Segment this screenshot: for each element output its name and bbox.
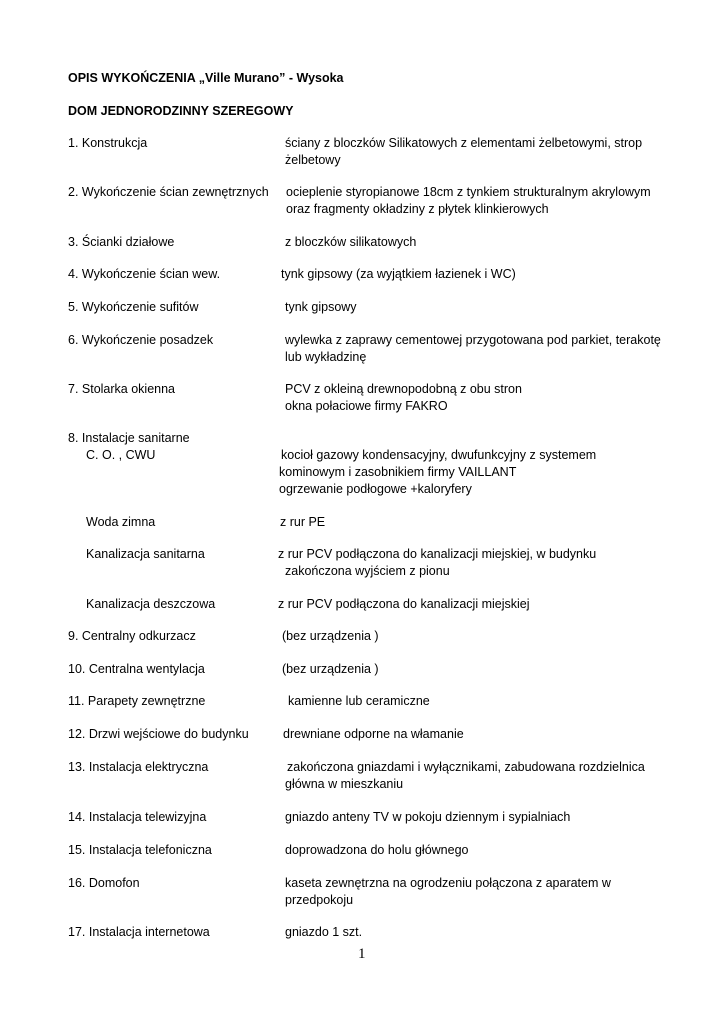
- spec-desc-line: kaseta zewnętrzna na ogrodzeniu połączona z aparatem w: [285, 876, 611, 890]
- spec-desc-line: kamienne lub ceramiczne: [288, 694, 430, 708]
- spec-label-sufity: 5. Wykończenie sufitów: [68, 300, 199, 314]
- spec-desc-line: tynk gipsowy (za wyjątkiem łazienek i WC): [281, 267, 516, 281]
- spec-desc-line: główna w mieszkaniu: [285, 777, 404, 791]
- spec-desc-line: kominowym i zasobnikiem firmy VAILLANT: [279, 465, 517, 479]
- spec-sublabel-woda-zimna: Woda zimna: [86, 515, 156, 529]
- spec-desc-line: lub wykładzinę: [285, 350, 367, 364]
- spec-sublabel-kanalizacja-deszczowa: Kanalizacja deszczowa: [86, 597, 216, 611]
- spec-sublabel-kanalizacja-sanitarna: Kanalizacja sanitarna: [86, 547, 205, 561]
- spec-label-parapety: 11. Parapety zewnętrzne: [68, 694, 206, 708]
- spec-desc-line: PCV z okleiną drewnopodobną z obu stron: [285, 382, 522, 396]
- spec-desc-line: zakończona wyjściem z pionu: [285, 564, 450, 578]
- spec-label-instalacja-internetowa: 17. Instalacja internetowa: [68, 925, 210, 939]
- spec-desc-line: z rur PE: [280, 515, 326, 529]
- spec-label-drzwi-wejsciowe: 12. Drzwi wejściowe do budynku: [68, 727, 249, 741]
- spec-label-sciany-wew: 4. Wykończenie ścian wew.: [68, 267, 221, 281]
- spec-desc-line: kocioł gazowy kondensacyjny, dwufunkcyjny z systemem: [281, 448, 597, 462]
- spec-label-instalacja-telewizyjna: 14. Instalacja telewizyjna: [68, 810, 207, 824]
- spec-desc-line: wylewka z zaprawy cementowej przygotowana pod parkiet, terakotę: [285, 333, 661, 347]
- spec-desc-line: (bez urządzenia ): [282, 629, 379, 643]
- spec-label-sciany-zewnetrzne: 2. Wykończenie ścian zewnętrznych: [68, 185, 269, 199]
- document-title: OPIS WYKOŃCZENIA „Ville Murano” - Wysoka: [68, 71, 344, 85]
- spec-desc-line: tynk gipsowy: [285, 300, 357, 314]
- spec-desc-line: ogrzewanie podłogowe +kaloryfery: [279, 482, 472, 496]
- spec-label-scianki-dzialowe: 3. Ścianki działowe: [68, 235, 175, 249]
- spec-desc-line: drewniane odporne na włamanie: [283, 727, 464, 741]
- spec-desc-line: ocieplenie styropianowe 18cm z tynkiem strukturalnym akrylowym: [286, 185, 651, 199]
- spec-desc-line: gniazdo 1 szt.: [285, 925, 363, 939]
- spec-desc-line: z bloczków silikatowych: [285, 235, 417, 249]
- spec-desc-line: żelbetowy: [285, 153, 341, 167]
- spec-label-instalacja-telefoniczna: 15. Instalacja telefoniczna: [68, 843, 212, 857]
- spec-label-instalacja-elektryczna: 13. Instalacja elektryczna: [68, 760, 209, 774]
- spec-label-konstrukcja: 1. Konstrukcja: [68, 136, 148, 150]
- spec-desc-line: (bez urządzenia ): [282, 662, 379, 676]
- spec-desc-line: gniazdo anteny TV w pokoju dziennym i sypialniach: [285, 810, 571, 824]
- page-number: 1: [358, 946, 366, 962]
- spec-sublabel-co-cwu: C. O. , CWU: [86, 448, 156, 462]
- spec-label-centralny-odkurzacz: 9. Centralny odkurzacz: [68, 629, 196, 643]
- spec-label-stolarka: 7. Stolarka okienna: [68, 382, 176, 396]
- spec-label-centralna-wentylacja: 10. Centralna wentylacja: [68, 662, 205, 676]
- spec-desc-line: z rur PCV podłączona do kanalizacji miejskiej: [278, 597, 530, 611]
- spec-label-domofon: 16. Domofon: [68, 876, 140, 890]
- spec-desc-line: ściany z bloczków Silikatowych z elementami żelbetowymi, strop: [285, 136, 643, 150]
- spec-desc-line: z rur PCV podłączona do kanalizacji miejskiej, w budynku: [278, 547, 597, 561]
- spec-desc-line: przedpokoju: [285, 893, 354, 907]
- spec-desc-line: okna połaciowe firmy FAKRO: [285, 399, 448, 413]
- spec-label-instalacje-sanitarne: 8. Instalacje sanitarne: [68, 431, 190, 445]
- spec-label-posadzki: 6. Wykończenie posadzek: [68, 333, 214, 347]
- spec-desc-line: doprowadzona do holu głównego: [285, 843, 469, 857]
- spec-desc-line: zakończona gniazdami i wyłącznikami, zabudowana rozdzielnica: [287, 760, 645, 774]
- spec-desc-line: oraz fragmenty okładziny z płytek klinkierowych: [286, 202, 549, 216]
- document-subtitle: DOM JEDNORODZINNY SZEREGOWY: [68, 104, 294, 118]
